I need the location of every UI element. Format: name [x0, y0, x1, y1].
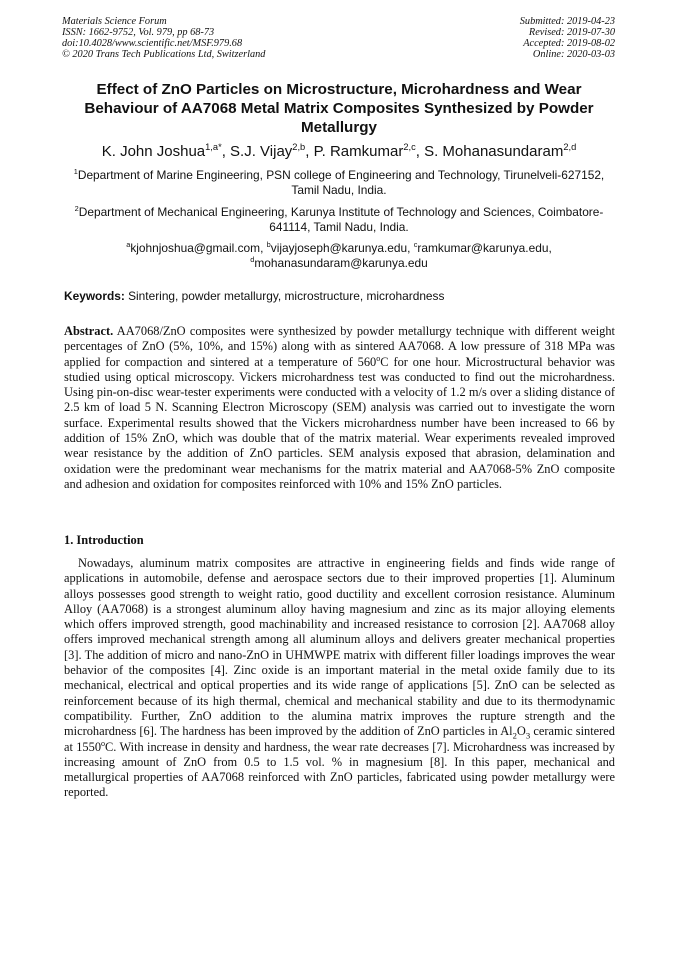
author-affiliation-mark: 2,d [563, 142, 577, 152]
email-link[interactable]: vijayjoseph@karunya.edu [270, 241, 408, 255]
journal-info [62, 16, 265, 60]
affiliation-1 [60, 168, 618, 198]
email-link[interactable]: kjohnjoshua@gmail.com [130, 241, 261, 255]
intro-text: C. With increase in density and hardness, the wear rate decreases [7]. Microhardness was increased by increasing amount of ZnO from 0.5 to 1.5 vol. % in magnesium [8]. In this paper, mechanical and metallurgical properties of AA7068 reinforced with ZnO particles, fabricated using powder metallurgy were reported. [64, 739, 615, 800]
author-name: S. Mohanasundaram [424, 143, 564, 160]
doi-line: doi:10.4028/www.scientific.net/MSF.979.68 [62, 38, 243, 49]
abstract-text: AA7068/ZnO composites were synthesized by powder metallurgy technique with different weight percentages of ZnO (5%, 10%, and 15%) along with as sintered AA7068. A low pressure of 318 MPa was applied for compaction and sintered at a temperature of 560 [64, 324, 615, 369]
copyright-line: © 2020 Trans Tech Publications Ltd, Switzerland [62, 49, 266, 60]
subscript: 3 [525, 730, 531, 741]
author-name: K. John Joshua [101, 143, 206, 160]
author-emails: $^a$kjohnjoshua@gmail.com, $^b$vijayjoseph@karunya.edu, $^c$ramkumar@karunya.edu, $^d$mohanasundaram@karunya.edu [126, 240, 552, 271]
section-heading-introduction: 1. Introduction [64, 533, 144, 547]
author-affiliation-mark: 2,c [403, 142, 416, 152]
author-affiliation-mark: 1,a* [205, 142, 222, 152]
abstract-label: Abstract. [64, 324, 114, 338]
subscript: 2 [512, 730, 517, 741]
issn-line: ISSN: 1662-9752, Vol. 979, pp 68-73 [62, 27, 215, 38]
author-name: S.J. Vijay [230, 143, 293, 160]
email-mark: c [413, 240, 418, 250]
degree-mark: o [376, 353, 381, 363]
author-affiliation-mark: 2,b [292, 142, 306, 152]
affiliation-text: Department of Mechanical Engineering, Karunya Institute of Technology and Sciences, Coimbatore-641114, Tamil Nadu, India. [78, 205, 604, 235]
email-mark: d [250, 255, 255, 265]
revised-date: Revised: 2019-07-30 [528, 27, 615, 38]
degree-mark: o [101, 738, 106, 748]
affiliation-2 [60, 205, 618, 235]
author-list: K. John Joshua$^{1,a*}$, S.J. Vijay$^{2,b}$, P. Ramkumar$^{2,c}$, S. Mohanasundaram$^{2,d}$ [101, 142, 577, 160]
paper-title: Effect of ZnO Particles on Microstructure, Microhardness and Wear Behaviour of AA7068 Metal Matrix Composites Synthesized by Powder Metallurgy [84, 81, 594, 136]
email-link[interactable]: mohanasundaram@karunya.edu [254, 256, 428, 271]
introduction-paragraph [64, 556, 615, 801]
affiliation-mark: 1 [73, 167, 78, 177]
journal-name: Materials Science Forum [62, 16, 167, 27]
affiliation-mark: 2 [74, 204, 79, 214]
email-mark: b [266, 240, 271, 250]
keywords-label: Keywords: [64, 289, 125, 303]
email-mark: a [126, 240, 131, 250]
accepted-date: Accepted: 2019-08-02 [523, 38, 615, 49]
intro-text: O [516, 724, 526, 739]
intro-text: ceramic sintered at 1550 [64, 724, 615, 754]
email-link[interactable]: ramkumar@karunya.edu [417, 241, 549, 255]
publication-dates [520, 16, 615, 60]
author-name: P. Ramkumar [313, 143, 404, 160]
online-date: Online: 2020-03-03 [532, 49, 615, 60]
intro-text: Nowadays, aluminum matrix composites are attractive in engineering fields and finds wide range of applications in automobile, defense and aerospace sectors due to their improved properties [1]. Aluminum alloys possesses good strength to weight ratio, good ductility and excellent corrosion resistance. Aluminum Alloy (AA7068) is a strongest aluminum alloy having magnesium and zinc as its major alloying elements which offers improved strength, good machinability and increased resistance to corrosion [2]. AA7068 alloy offers improved mechanical strength among all aluminum alloys and delivers greater mechanical properties [3]. The addition of micro and nano-ZnO in UHMWPE matrix with different filler loadings improves the wear behavior of the composites [4]. Zinc oxide is an important material in the metal oxide family due to its mechanical, electrical and optical properties and its wide range of applications [5]. ZnO can be selected as reinforcement because of its high thermal, chemical and mechanical stability and due to its thermodynamic compatibility. Further, ZnO addition to the alumina matrix improves the rupture strength and the microhardness [6]. The hardness has been improved by the addition of ZnO particles in Al [64, 556, 615, 739]
abstract [64, 324, 615, 492]
keywords [64, 289, 624, 303]
abstract-text: C for one hour. Microstructural behavior was studied using optical microscopy. Vickers microhardness test was conducted to find out the microhardness. Using pin-on-disc wear-tester experiments were conducted with a velocity of 1.2 m/s over a sliding distance of 2.5 km of load 5 N. Scanning Electron Microscopy (SEM) analysis was carried out to investigate the worn surface. Experimental results showed that the Vickers microhardness number have been increased to 66 by addition of 15% ZnO, which was double that of the matrix material. Wear experiments revealed improved wear resistance by the addition of ZnO particles. SEM analysis exposed that abrasion, delamination and oxidation were the predominant wear mechanisms for the matrix material and AA7068-5% ZnO composite and adhesion and oxidation for composites reinforced with 10% and 15% ZnO particles. [64, 354, 615, 491]
affiliation-text: Department of Marine Engineering, PSN college of Engineering and Technology, Tirunelveli-627152, Tamil Nadu, India. [77, 168, 605, 198]
submitted-date: Submitted: 2019-04-23 [519, 16, 615, 27]
keywords-text: Sintering, powder metallurgy, microstructure, microhardness [128, 289, 445, 303]
